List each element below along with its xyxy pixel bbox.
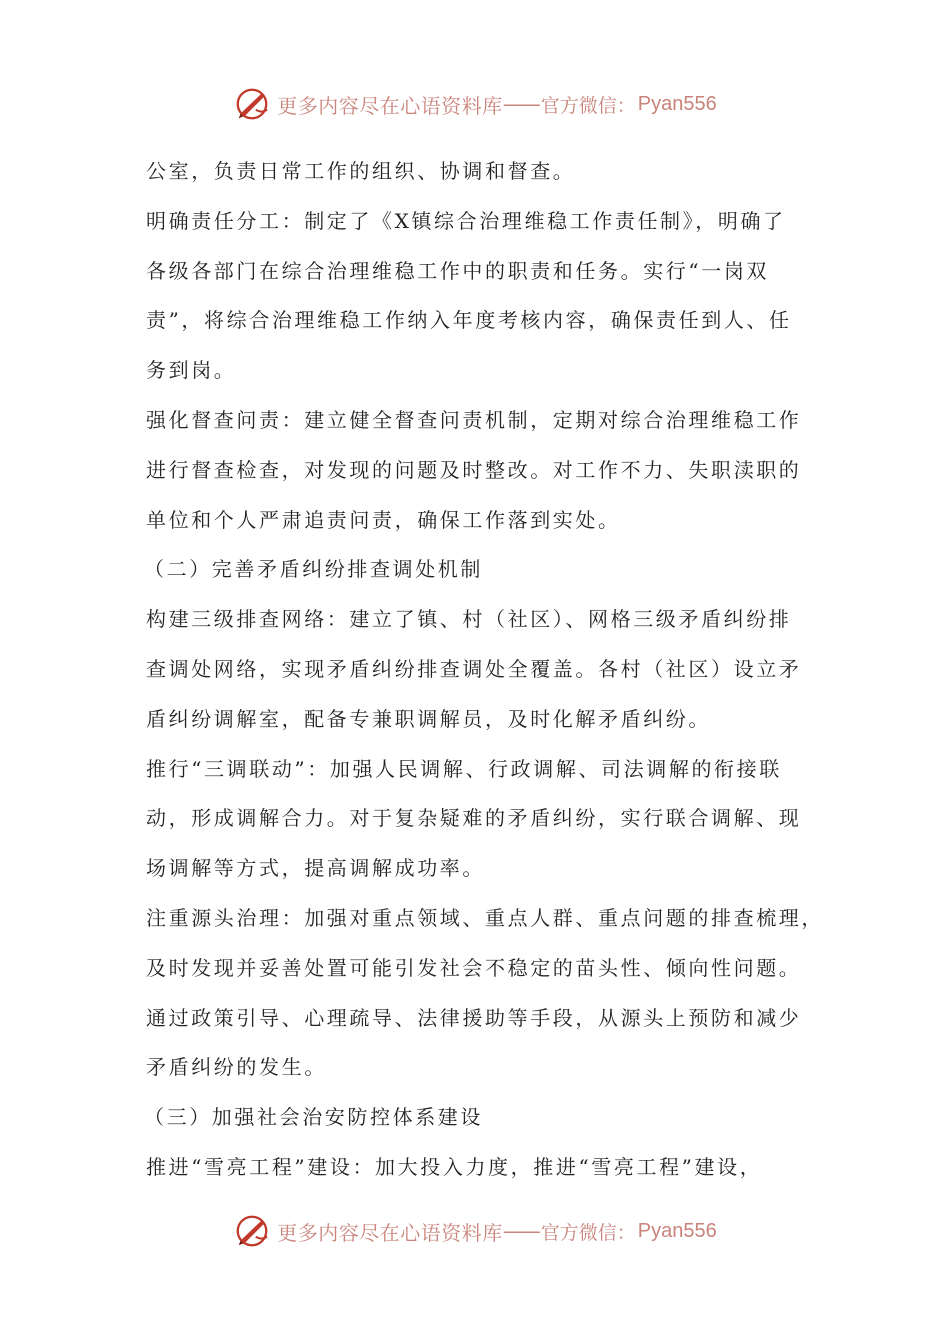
banner-separator: ——	[502, 1219, 539, 1243]
banner-wechat-id: Pyan556	[637, 92, 717, 115]
text-line: 场调解等方式，提高调解成功率。	[146, 856, 485, 881]
text-line: 推行“三调联动”：加强人民调解、行政调解、司法调解的衔接联	[146, 756, 782, 781]
banner-official-label: 官方微信：	[540, 94, 636, 117]
pen-logo-icon	[233, 1212, 271, 1250]
banner-separator: ——	[502, 92, 539, 116]
text-line: 各级各部门在综合治理维稳工作中的职责和任务。实行“一岗双	[146, 258, 770, 283]
text-line: 盾纠纷调解室，配备专兼职调解员，及时化解矛盾纠纷。	[146, 706, 711, 731]
text-line: 单位和个人严肃追责问责，确保工作落到实处。	[146, 507, 621, 532]
banner-text: 更多内容尽在心语资料库	[277, 93, 503, 118]
text-line: 构建三级排查网络：建立了镇、村（社区）、网格三级矛盾纠纷排	[146, 607, 792, 632]
footer-banner	[0, 1209, 950, 1253]
text-line: 通过政策引导、心理疏导、法律援助等手段，从源头上预防和减少	[146, 1005, 802, 1030]
text-line: 矛盾纠纷的发生。	[146, 1055, 327, 1080]
text-line: 公室，负责日常工作的组织、协调和督查。	[146, 159, 576, 183]
text-line: 强化督查问责：建立健全督查问责机制，定期对综合治理维稳工作	[146, 407, 802, 432]
banner-wechat-id: Pyan556	[637, 1219, 717, 1242]
section-heading: （二）完善矛盾纠纷排查调处机制	[144, 557, 483, 582]
text-line: 及时发现并妥善处置可能引发社会不稳定的苗头性、倾向性问题。	[146, 955, 802, 980]
text-line: 注重源头治理：加强对重点领域、重点人群、重点问题的排查梳理，	[146, 905, 824, 930]
text-line: 务到岗。	[146, 358, 237, 383]
text-line: 进行督查检查，对发现的问题及时整改。对工作不力、失职渎职的	[146, 457, 802, 482]
text-line: 动，形成调解合力。对于复杂疑难的矛盾纠纷，实行联合调解、现	[146, 806, 802, 831]
header-banner	[0, 82, 950, 126]
text-line: 推进“雪亮工程”建设：加大投入力度，推进“雪亮工程”建设，	[146, 1154, 763, 1179]
pen-logo-icon	[233, 85, 271, 123]
text-line: 责”，将综合治理维稳工作纳入年度考核内容，确保责任到人、任	[146, 308, 792, 333]
text-line: 明确责任分工：制定了《X镇综合治理维稳工作责任制》，明确了	[146, 208, 786, 233]
section-heading: （三）加强社会治安防控体系建设	[144, 1105, 483, 1130]
text-line: 查调处网络，实现矛盾纠纷排查调处全覆盖。各村（社区）设立矛	[146, 656, 802, 681]
banner-text: 更多内容尽在心语资料库	[277, 1220, 503, 1245]
banner-official-label: 官方微信：	[540, 1221, 636, 1244]
document-body	[146, 147, 826, 1193]
